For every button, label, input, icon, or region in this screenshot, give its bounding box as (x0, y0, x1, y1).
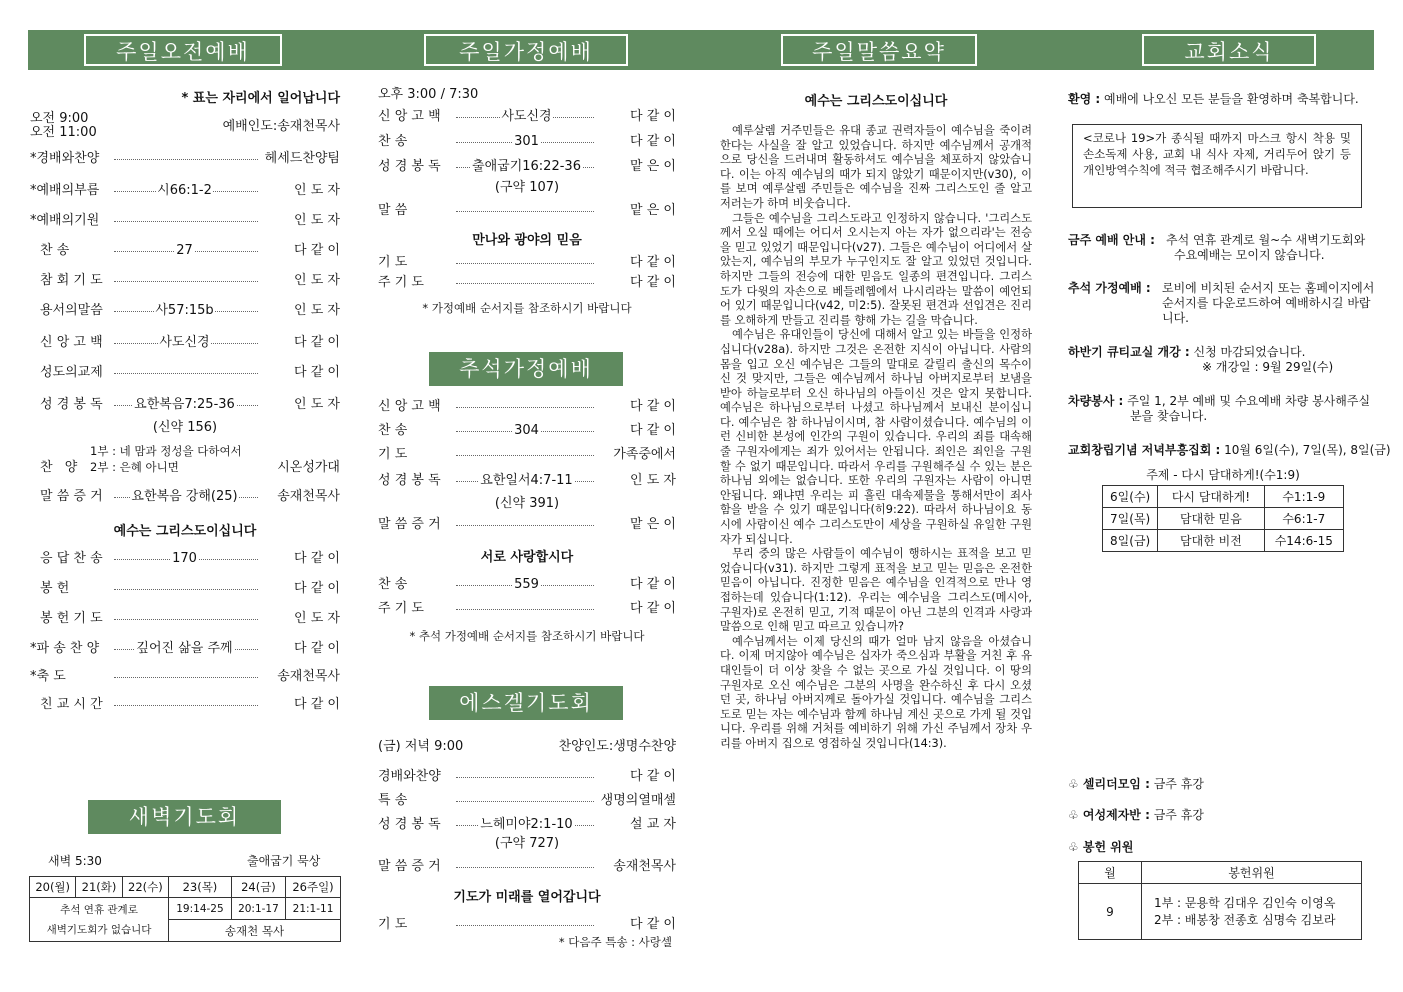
order-label: 성 경 봉 독 (378, 159, 441, 174)
dawn-time: 새벽 5:30 (48, 854, 102, 868)
order-performer: 다 같 이 (630, 255, 676, 270)
order-detail: 170 (172, 551, 197, 566)
ezekiel-time: (금) 저녁 9:00 (378, 739, 464, 754)
ezekiel-title: 에스겔기도회 (429, 686, 623, 720)
chuseok-note: * 추석 가정예배 순서지를 참조하시기 바랍니다 (409, 629, 645, 643)
leader-dots (114, 281, 258, 282)
time-second: 오전 11:00 (30, 125, 97, 140)
choir-first: 1부 : 네 맘과 정성을 다하여서 (90, 444, 242, 458)
worship-info: 금주 예배 안내 : 추석 연휴 관계로 월~수 새벽기도회와 수요예배는 모이지 않습니다. (1068, 233, 1366, 262)
order-label: 기 도 (378, 255, 408, 270)
order-row (378, 816, 676, 834)
header-morning-worship: 주일오전예배 (84, 34, 282, 66)
leader-dots (456, 777, 594, 778)
dawn-book: 출애굽기 묵상 (247, 854, 321, 868)
order-label: 말 씀 증 거 (378, 517, 441, 532)
stand-note: * 표는 자리에서 일어납니다 (181, 91, 340, 106)
revival-table (1102, 485, 1344, 552)
order-detail: 출애굽기16:22-36 (472, 159, 581, 174)
sermon-paragraph: 그들은 예수님을 그리스도라고 인정하지 않습니다. '그리스도께서 오실 때에는 어디서 오시는지 아는 자가 없으리라'는 전승을 믿고 있었기 때문입니다(v27). 그들은 예수님이 어디에서 살았는지, 예수님의 부모가 누구인지도 잘 알고 있었던 것입니다. 하지만 그들의 전승에 대한 믿음도 일종의 편견입니다. 그리스도가 다윗의 자손으로 베들레헴에서 나시리라는 말씀이 예언되어 있기 때문입니다(v42, 미2:5). 잘못된 편견과 선입견은 진리를 오해하게 만들고 진리를 향해 가는 길을 막습니다. (720, 211, 1032, 327)
chuseok-info: 추석 가정예배 : 로비에 비치된 순서지 또는 홈페이지에서 순서지를 다운로드하여 예배하시길 바랍 니다. (1068, 281, 1375, 325)
revival-cell: 수1:1-9 (1264, 486, 1343, 508)
order-row (378, 600, 676, 618)
order-label: 참 회 기 도 (40, 273, 103, 288)
order-label: *파 송 찬 양 (30, 641, 100, 656)
order-label: 친 교 시 간 (40, 697, 103, 712)
dawn-day: 22(수) (122, 877, 168, 898)
revival-cell: 다시 담대하게! (1158, 486, 1264, 508)
order-row (30, 488, 340, 506)
order-label: 응 답 찬 송 (40, 551, 103, 566)
order-label: 성 경 봉 독 (40, 397, 103, 412)
dawn-passage: 19:14-25 (169, 898, 232, 920)
order-row (30, 212, 340, 230)
dawn-preacher: 송재천 목사 (169, 920, 341, 942)
order-detail: 요한일서4:7-11 (480, 473, 573, 488)
order-performer: 인 도 자 (630, 473, 676, 488)
sermon-paragraph: 예루살렘 거주민들은 유대 종교 권력자들이 예수님을 죽이려한다는 사실을 잘 알고 있었습니다. 하지만 예수님께서 공개적으로 당신을 드러내며 활동하셔도 예수님을 체포하지 않았습니다. 이는 아직 예수님의 때가 되지 않았기 때문이지만(v30), 이를 보며 예루살렘 주민들은 예수님을 진짜 그리스도인 줄 알고 저러는가 하며 비웃습니다. (720, 124, 1032, 210)
family-title: 만나와 광야의 믿음 (472, 233, 582, 248)
ezekiel-prayer (378, 736, 676, 956)
order-row (30, 302, 340, 320)
revival-info: 교회창립기념 저녁부흥집회 : 10월 6일(수), 7일(목), 8일(금) (1068, 443, 1391, 457)
order-row (378, 768, 676, 786)
order-row (378, 202, 676, 220)
order-row (30, 364, 340, 382)
order-performer: 인 도 자 (294, 397, 340, 412)
order-label: 말 씀 증 거 (378, 859, 441, 874)
dawn-passage: 20:1-17 (231, 898, 285, 920)
order-performer: 다 같 이 (630, 134, 676, 149)
offering-header-members: 봉헌위원 (1142, 862, 1362, 884)
order-performer: 송재천목사 (277, 489, 340, 504)
sermon-paragraph: 무리 중의 많은 사람들이 예수님이 행하시는 표적을 보고 믿었습니다(v31). 하지만 그렇게 표적을 보고 믿는 믿음은 온전한 믿음이 아닙니다. 진정한 믿음은 예수님을 인격적으로 만나 영접하는데 있습니다(1:12). 우리는 예수님을 그리스도(메시아, 구원자)로 온전히 믿고, 기적 때문이 아닌 그분의 인격과 사랑과 말씀으로 인해 믿고 따르고 있습니까? (720, 547, 1032, 634)
order-label: *예배의부름 (30, 183, 100, 198)
order-row (378, 916, 676, 934)
offering-month: 9 (1079, 884, 1142, 940)
morning-worship (30, 86, 340, 726)
order-row (30, 242, 340, 260)
order-row (378, 446, 676, 464)
revival-cell: 수14:6-15 (1264, 530, 1343, 552)
order-row (30, 696, 340, 714)
dawn-day: 24(금) (231, 877, 285, 898)
welcome-item: 환영 : 예배에 나오신 모든 분들을 환영하며 축복합니다. (1068, 92, 1359, 106)
family-time: 오후 3:00 / 7:30 (378, 87, 479, 102)
order-row (378, 398, 676, 416)
family-note: * 가정예배 순서지를 참조하시기 바랍니다 (422, 301, 632, 315)
cell-leader-info: ♧ 셀리더모임 : 금주 휴강 (1068, 777, 1204, 791)
order-label: 성 경 봉 독 (378, 473, 441, 488)
ezekiel-leader: 찬양인도:생명수찬양 (558, 739, 676, 754)
order-performer: 다 같 이 (630, 109, 676, 124)
order-detail: 느헤미야2:1-10 (480, 817, 573, 832)
offering-header-month: 월 (1079, 862, 1142, 884)
time-first: 오전 9:00 (30, 111, 89, 126)
chuseok-title-2: 서로 사랑합시다 (480, 550, 574, 565)
sermon-title: 예수는 그리스도이십니다 (113, 524, 257, 539)
order-performer: 다 같 이 (294, 641, 340, 656)
order-performer: 설 교 자 (630, 817, 676, 832)
order-performer: 다 같 이 (294, 581, 340, 596)
revival-cell: 6일(수) (1103, 486, 1158, 508)
revival-theme: 주제 - 다시 담대하게!(수1:9) (1146, 468, 1300, 482)
order-label: *경배와찬양 (30, 151, 100, 166)
order-detail: 사도신경 (159, 335, 210, 350)
dawn-day: 21(화) (76, 877, 122, 898)
sermon-text (720, 124, 1032, 752)
order-performer: 맡 은 이 (630, 159, 676, 174)
order-detail: 사57:15b (155, 303, 214, 318)
order-performer: 가족중에서 (613, 447, 676, 462)
order-performer: 헤세드찬양팀 (264, 151, 340, 166)
order-performer: 다 같 이 (294, 365, 340, 380)
order-label: 봉 헌 (40, 581, 70, 596)
revival-cell: 8일(금) (1103, 530, 1158, 552)
header-sermon-summary: 주일말씀요약 (781, 34, 977, 66)
order-row (30, 580, 340, 598)
order-detail: 27 (176, 243, 193, 258)
leader-dots (456, 407, 594, 408)
order-label: 기 도 (378, 447, 408, 462)
order-row (378, 274, 676, 292)
car-info: 차량봉사 : 주일 1, 2부 예배 및 수요예배 차량 봉사해주실 분을 찾습니다. (1068, 394, 1371, 423)
order-performer: 다 같 이 (630, 423, 676, 438)
order-label: 주 기 도 (378, 601, 424, 616)
leader-dots (114, 589, 258, 590)
order-row (30, 640, 340, 658)
dawn-day: 23(목) (169, 877, 232, 898)
dawn-title: 새벽기도회 (88, 800, 281, 834)
leader-dots (114, 619, 258, 620)
order-label: 주 기 도 (378, 275, 424, 290)
leader-dots (114, 705, 258, 706)
order-label: 경배와찬양 (378, 769, 441, 784)
revival-cell: 7일(목) (1103, 508, 1158, 530)
order-row (378, 792, 676, 810)
order-detail: 요한복음 강해(25) (131, 489, 238, 504)
family-bible-sub: (구약 107) (494, 180, 560, 195)
order-row (30, 668, 340, 686)
order-row (378, 576, 676, 594)
ezekiel-bible-sub: (구약 727) (494, 836, 560, 851)
order-performer: 인 도 자 (294, 273, 340, 288)
women-class-info: ♧ 여성제자반 : 금주 휴강 (1068, 808, 1204, 822)
order-performer: 인 도 자 (294, 213, 340, 228)
order-performer: 다 같 이 (630, 577, 676, 592)
order-detail: 301 (514, 134, 539, 149)
chuseok-title: 추석가정예배 (429, 352, 623, 386)
offering-members: 1부 : 문용학 김대우 김인숙 이영옥 2부 : 배봉창 전종호 심명숙 김보라 (1142, 884, 1362, 940)
offering-table (1078, 861, 1362, 940)
order-label: 찬 송 (40, 243, 70, 258)
order-performer: 다 같 이 (630, 399, 676, 414)
leader-dots (456, 263, 594, 264)
dawn-table (29, 876, 341, 942)
order-label: 말 씀 (378, 203, 408, 218)
ezekiel-note: * 다음주 특송 : 사랑셀 (558, 935, 672, 949)
order-detail: 요한복음7:25-36 (134, 397, 235, 412)
order-performer: 다 같 이 (630, 917, 676, 932)
header-church-news: 교회소식 (1142, 34, 1316, 66)
order-label: 성도의교제 (40, 365, 103, 380)
order-detail: 559 (514, 577, 539, 592)
order-performer: 다 같 이 (294, 697, 340, 712)
order-label: 찬 송 (378, 423, 408, 438)
order-row (30, 182, 340, 200)
order-detail: 시66:1-2 (157, 183, 212, 198)
leader-dots (456, 211, 594, 212)
order-label: 봉 헌 기 도 (40, 611, 103, 626)
leader-dots (456, 283, 594, 284)
leader-dots (456, 609, 594, 610)
chuseok-bible-sub: (신약 391) (494, 496, 560, 511)
revival-cell: 수6:1-7 (1264, 508, 1343, 530)
order-label: 기 도 (378, 917, 408, 932)
sermon-paragraph: 예수님께서는 이제 당신의 때가 얼마 남지 않음을 아셨습니다. 이제 머지않아 예수님은 십자가 죽으심과 부활을 거친 후 유대인들이 더 이상 찾을 수 없는 곳으로 가실 것입니다. 이 땅의 구원자로 오신 예수님은 그분의 사명을 완수하신 후 다시 오셨던 곳, 하나님 아버지께로 돌아가실 것입니다. 예수님을 그리스도로 믿는 자는 예수님과 함께 하나님 계신 곳으로 가게 될 것입니다. 우리를 위해 거처를 예비하기 위해 가신 주님께서 장차 우리를 아버지 집으로 영접하실 것입니다(14:3). (720, 634, 1032, 750)
choir-label: 찬 양 (40, 460, 82, 475)
order-row (378, 133, 676, 151)
order-performer: 송재천목사 (613, 859, 676, 874)
order-detail: 304 (514, 423, 539, 438)
order-row (30, 396, 340, 414)
dawn-note: 추석 연휴 관계로 새벽기도회가 없습니다 (30, 898, 169, 942)
order-performer: 다 같 이 (294, 335, 340, 350)
order-row (30, 334, 340, 352)
qt-info: 하반기 큐티교실 개강 : 신청 마감되었습니다. ※ 개강일 : 9월 29일(수) (1068, 345, 1334, 374)
order-label: 특 송 (378, 793, 408, 808)
order-label: 말 씀 증 거 (40, 489, 103, 504)
order-label: 신 앙 고 백 (40, 335, 103, 350)
order-performer: 다 같 이 (630, 769, 676, 784)
order-label: 신 앙 고 백 (378, 399, 441, 414)
order-performer: 다 같 이 (294, 551, 340, 566)
order-detail: 사도신경 (501, 109, 552, 124)
choir-second: 2부 : 은혜 아니면 (90, 460, 179, 474)
order-performer: 맡 은 이 (630, 517, 676, 532)
worship-leader: 예배인도:송재천목사 (222, 119, 340, 134)
leader-dots (114, 159, 258, 160)
order-row (30, 150, 340, 168)
choir-row (30, 444, 340, 486)
order-detail: 깊어진 삶을 주께 (136, 641, 233, 656)
leader-dots (456, 867, 594, 868)
order-label: 찬 송 (378, 134, 408, 149)
order-performer: 다 같 이 (630, 275, 676, 290)
dawn-passage: 21:1-11 (286, 898, 341, 920)
order-row (30, 272, 340, 290)
offering-title: ♧ 봉헌 위원 (1068, 840, 1134, 854)
leader-dots (456, 455, 594, 456)
sermon-summary-title: 예수는 그리스도이십니다 (804, 94, 948, 109)
bible-sub: (신약 156) (152, 420, 218, 435)
choir-name: 시온성가대 (277, 460, 340, 475)
leader-dots (114, 373, 258, 374)
order-row (378, 254, 676, 272)
order-performer: 다 같 이 (294, 243, 340, 258)
order-label: *예배의기원 (30, 213, 100, 228)
order-label: 찬 송 (378, 577, 408, 592)
order-label: 신 앙 고 백 (378, 109, 441, 124)
covid-notice: <코로나 19>가 종식될 때까지 마스크 항시 착용 및 손소독제 사용, 교회 내 식사 자제, 거리두어 앉기 등 개인방역수칙에 적극 협조해주시기 바랍니다. (1072, 124, 1362, 208)
order-performer: 인 도 자 (294, 611, 340, 626)
order-performer: 인 도 자 (294, 183, 340, 198)
order-performer: 생명의열매셀 (600, 793, 676, 808)
leader-dots (456, 925, 594, 926)
order-performer: 다 같 이 (630, 601, 676, 616)
order-row (378, 516, 676, 534)
leader-dots (114, 221, 258, 222)
chuseok-worship (378, 396, 676, 656)
leader-dots (456, 525, 594, 526)
revival-cell: 담대한 믿음 (1158, 508, 1264, 530)
order-row (378, 108, 676, 126)
order-row (30, 550, 340, 568)
order-row (30, 610, 340, 628)
order-label: 성 경 봉 독 (378, 817, 441, 832)
sermon-paragraph: 예수님은 유대인들이 당신에 대해서 알고 있는 바들을 인정하십니다(v28a). 하지만 그것은 온전한 지식이 아닙니다. 사람의 몸을 입고 오신 예수님은 그들의 말대로 갈릴리 출신의 목수이신 것 맞지만, 그들은 예수님께서 하나님 아버지로부터 보냄을 받아 하늘로부터 오신 하나님의 아들이신 것은 알지 못합니다. 예수님은 하나님으로부터 나셨고 하나님께서 보내신 분이십니다. 예수님은 참 하나님이시며, 참 사람이셨습니다. 예수님의 이런 신비한 본성에 인간의 구원이 있습니다. 우리의 죄를 대속해줄 구원자에게는 죄가 있어서는 안됩니다. 죄인은 죄인을 구원할 수 없기 때문입니다. 따라서 우리를 구원해주실 수 있는 분은 하나님 외에는 없습니다. 또한 우리의 구원자는 사람이 아니면 안됩니다. 왜냐면 우리는 피 흘린 대속제물을 통해서만이 죄사함을 받을 수 있기 때문입니다(히9:22). 따라서 하나님이요 동시에 사람이신 예수 그리스도만이 세상을 구원하실 유일한 구원자가 되십니다. (720, 328, 1032, 546)
order-row (378, 472, 676, 490)
dawn-day: 26주일) (286, 877, 341, 898)
order-label: *축 도 (30, 669, 66, 684)
order-row (378, 422, 676, 440)
leader-dots (114, 677, 258, 678)
leader-dots (456, 801, 594, 802)
order-row (378, 858, 676, 876)
order-performer: 인 도 자 (294, 303, 340, 318)
order-label: 용서의말씀 (40, 303, 103, 318)
header-family-worship: 주일가정예배 (424, 34, 628, 66)
order-performer: 송재천목사 (277, 669, 340, 684)
order-row (378, 158, 676, 176)
ezekiel-title-2: 기도가 미래를 열어갑니다 (453, 890, 601, 905)
dawn-day: 20(월) (30, 877, 76, 898)
order-performer: 맡 은 이 (630, 203, 676, 218)
revival-cell: 담대한 비전 (1158, 530, 1264, 552)
